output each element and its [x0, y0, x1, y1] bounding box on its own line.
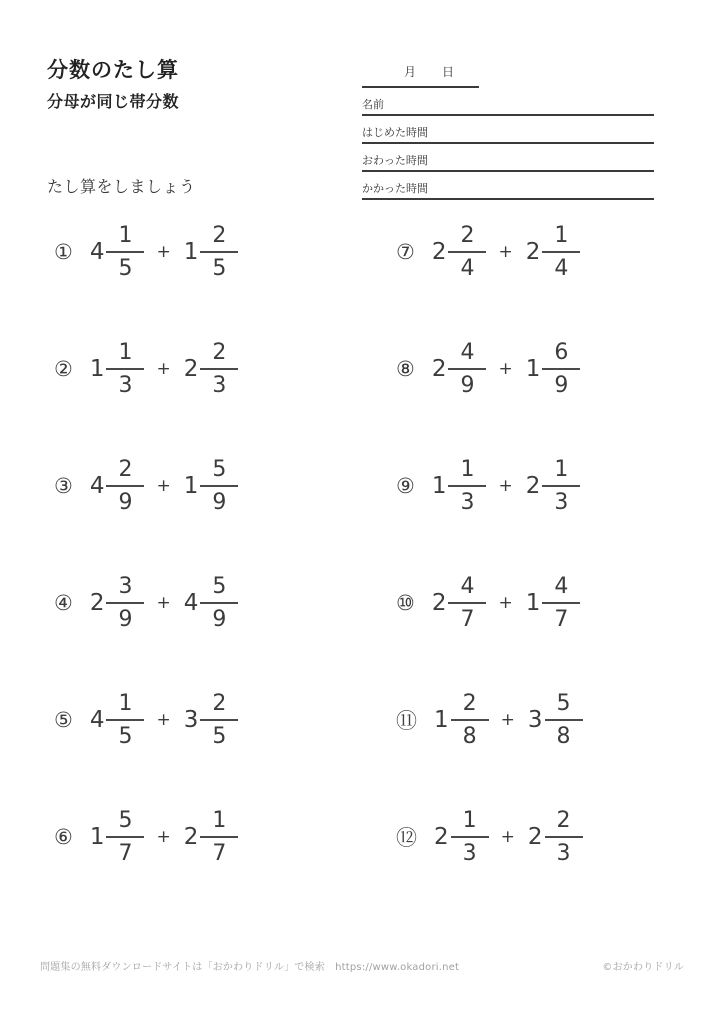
second-fraction [200, 223, 238, 281]
second-denominator: 4 [542, 251, 580, 281]
first-numerator: 1 [462, 808, 477, 833]
footer-site-info: 問題集の無料ダウンロードサイトは「おかわりドリル」で検索 https://www.okadori.net [40, 962, 460, 973]
second-fraction [542, 223, 580, 281]
name-label: 名前 [362, 98, 384, 111]
plus-operator: + [500, 710, 515, 730]
start-time-field [362, 116, 654, 144]
first-denominator: 7 [448, 602, 486, 632]
problem-row [396, 340, 583, 398]
second-fraction [542, 574, 580, 632]
problem-number: ② [54, 357, 73, 381]
first-fraction [106, 691, 144, 749]
end-time-field [362, 144, 654, 172]
second-numerator: 5 [212, 457, 227, 482]
first-denominator: 4 [448, 251, 486, 281]
first-fraction [106, 340, 144, 398]
problem-row [54, 574, 238, 632]
second-numerator: 1 [554, 223, 569, 248]
second-denominator: 9 [200, 602, 238, 632]
plus-operator: + [500, 827, 515, 847]
first-numerator: 2 [118, 457, 133, 482]
problem-row [54, 223, 238, 281]
first-denominator: 5 [106, 251, 144, 281]
second-numerator: 2 [556, 808, 571, 833]
first-numerator: 4 [460, 340, 475, 365]
first-whole-number: 1 [89, 824, 105, 850]
plus-operator: + [156, 359, 171, 379]
first-fraction [448, 223, 486, 281]
problem-number: ⑫ [396, 826, 417, 850]
problem-number: ④ [54, 591, 73, 615]
first-whole-number: 1 [434, 707, 449, 733]
first-whole-number: 2 [431, 356, 447, 382]
first-numerator: 3 [118, 574, 133, 599]
first-numerator: 5 [118, 808, 133, 833]
page-subtitle: 分母が同じ帯分数 [47, 92, 180, 111]
instruction-text: たし算をしましょう [47, 177, 196, 196]
second-whole-number: 1 [183, 239, 199, 265]
second-fraction [200, 691, 238, 749]
first-denominator: 8 [451, 719, 489, 749]
problem-row [396, 223, 583, 281]
second-numerator: 1 [212, 808, 227, 833]
first-fraction [106, 574, 144, 632]
problem-row [54, 340, 238, 398]
second-denominator: 5 [200, 251, 238, 281]
second-whole-number: 3 [527, 707, 543, 733]
first-numerator: 1 [118, 223, 133, 248]
day-label: 日 [442, 65, 455, 79]
first-denominator: 9 [106, 485, 144, 515]
second-whole-number: 1 [525, 356, 541, 382]
second-whole-number: 2 [525, 473, 541, 499]
second-fraction [545, 691, 583, 749]
name-time-form [362, 60, 654, 200]
first-fraction [451, 808, 489, 866]
second-numerator: 4 [554, 574, 569, 599]
plus-operator: + [156, 710, 171, 730]
first-denominator: 3 [106, 368, 144, 398]
first-whole-number: 2 [431, 239, 447, 265]
problem-number: ① [54, 240, 73, 264]
plus-operator: + [156, 593, 171, 613]
first-fraction [451, 691, 489, 749]
second-whole-number: 2 [183, 356, 199, 382]
page-footer [0, 958, 724, 973]
second-numerator: 6 [554, 340, 569, 365]
problem-number: ⑤ [54, 708, 73, 732]
problem-row [54, 457, 238, 515]
plus-operator: + [156, 242, 171, 262]
problem-row [54, 808, 238, 866]
first-whole-number: 1 [89, 356, 105, 382]
first-numerator: 2 [462, 691, 477, 716]
second-denominator: 9 [542, 368, 580, 398]
date-field [362, 60, 479, 88]
plus-operator: + [156, 827, 171, 847]
second-denominator: 7 [200, 836, 238, 866]
first-denominator: 5 [106, 719, 144, 749]
second-denominator: 3 [200, 368, 238, 398]
problem-row [396, 574, 583, 632]
first-denominator: 3 [448, 485, 486, 515]
second-fraction [200, 457, 238, 515]
problem-row [54, 691, 238, 749]
plus-operator: + [498, 593, 513, 613]
first-whole-number: 2 [434, 824, 449, 850]
second-whole-number: 2 [525, 239, 541, 265]
plus-operator: + [156, 476, 171, 496]
problem-number: ⑪ [396, 709, 417, 733]
month-label: 月 [404, 65, 417, 79]
first-fraction [106, 457, 144, 515]
second-numerator: 2 [212, 340, 227, 365]
first-whole-number: 2 [431, 590, 447, 616]
second-denominator: 5 [200, 719, 238, 749]
problem-row [396, 808, 583, 866]
first-numerator: 1 [118, 340, 133, 365]
first-whole-number: 2 [89, 590, 105, 616]
second-whole-number: 4 [183, 590, 199, 616]
plus-operator: + [498, 242, 513, 262]
second-fraction [200, 574, 238, 632]
footer-copyright: ©おかわりドリル [602, 962, 684, 973]
second-numerator: 2 [212, 691, 227, 716]
first-numerator: 1 [118, 691, 133, 716]
first-fraction [448, 340, 486, 398]
elapsed-time-label: かかった時間 [362, 182, 428, 195]
first-whole-number: 4 [89, 473, 105, 499]
second-denominator: 7 [542, 602, 580, 632]
first-denominator: 9 [448, 368, 486, 398]
second-whole-number: 1 [525, 590, 541, 616]
plus-operator: + [498, 476, 513, 496]
second-fraction [545, 808, 583, 866]
second-whole-number: 1 [183, 473, 199, 499]
second-denominator: 9 [200, 485, 238, 515]
second-whole-number: 2 [527, 824, 543, 850]
problem-row [396, 457, 583, 515]
first-denominator: 7 [106, 836, 144, 866]
first-numerator: 1 [460, 457, 475, 482]
second-denominator: 3 [542, 485, 580, 515]
problem-number: ⑩ [396, 591, 415, 615]
first-whole-number: 4 [89, 239, 105, 265]
elapsed-time-field [362, 172, 654, 200]
problem-number: ⑨ [396, 474, 415, 498]
second-fraction [200, 808, 238, 866]
second-fraction [542, 340, 580, 398]
second-denominator: 3 [545, 836, 583, 866]
start-time-label: はじめた時間 [362, 126, 428, 139]
second-fraction [542, 457, 580, 515]
page-title: 分数のたし算 [47, 58, 179, 82]
problems-column-left [54, 223, 238, 925]
second-whole-number: 3 [183, 707, 199, 733]
end-time-label: おわった時間 [362, 154, 428, 167]
first-fraction [106, 223, 144, 281]
second-whole-number: 2 [183, 824, 199, 850]
problem-number: ⑦ [396, 240, 415, 264]
problem-number: ⑥ [54, 825, 73, 849]
first-fraction [106, 808, 144, 866]
name-field [362, 88, 654, 116]
first-whole-number: 1 [431, 473, 447, 499]
first-numerator: 4 [460, 574, 475, 599]
first-denominator: 3 [451, 836, 489, 866]
second-denominator: 8 [545, 719, 583, 749]
first-denominator: 9 [106, 602, 144, 632]
plus-operator: + [498, 359, 513, 379]
problem-row [396, 691, 583, 749]
second-fraction [200, 340, 238, 398]
second-numerator: 5 [212, 574, 227, 599]
first-numerator: 2 [460, 223, 475, 248]
second-numerator: 2 [212, 223, 227, 248]
first-whole-number: 4 [89, 707, 105, 733]
problems-column-right [396, 223, 583, 925]
first-fraction [448, 574, 486, 632]
problem-number: ⑧ [396, 357, 415, 381]
first-fraction [448, 457, 486, 515]
problem-number: ③ [54, 474, 73, 498]
second-numerator: 1 [554, 457, 569, 482]
second-numerator: 5 [556, 691, 571, 716]
